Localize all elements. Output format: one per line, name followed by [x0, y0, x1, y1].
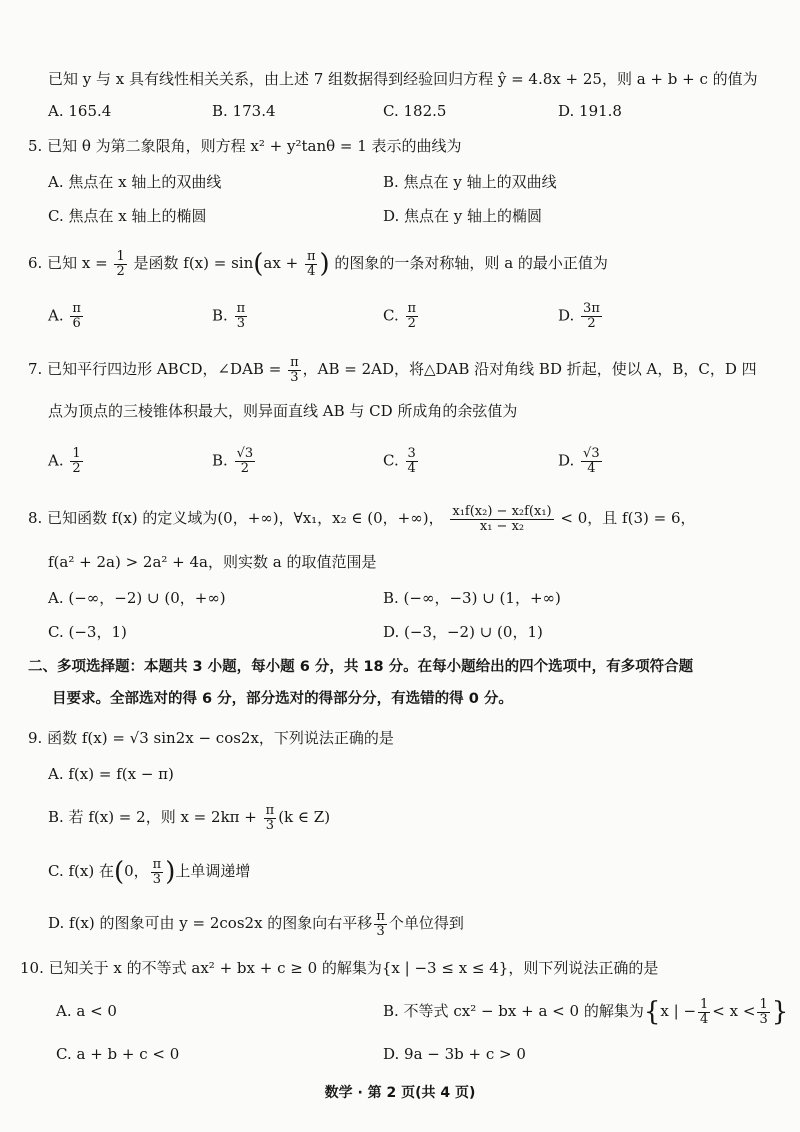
q6-option-a-num: π: [72, 301, 81, 316]
q6-option-b-label: B.: [212, 306, 228, 325]
q5-option-c: C. 焦点在 x 轴上的椭圆: [48, 207, 207, 225]
q10-option-d: D. 9a − 3b + c > 0: [383, 1045, 526, 1063]
q9-option-b-tail: (k ∈ Z): [278, 808, 331, 826]
q9-option-d-tail: 个单位得到: [388, 914, 464, 932]
q9-option-d-text: D. f(x) 的图象可由 y = 2cos2x 的图象向右平移: [48, 914, 373, 932]
q8-stem-part: 8. 已知函数 f(x) 的定义域为(0，+∞)，∀x₁，x₂ ∈ (0，+∞)，: [28, 509, 444, 527]
q8-option-d: D. (−3，−2) ∪ (0，1): [383, 623, 543, 641]
q7-option-d-den: 4: [587, 461, 596, 476]
q9-option-b-frac: [264, 804, 277, 833]
q6-half-den: 2: [116, 263, 125, 279]
q6-pi: π: [306, 248, 316, 264]
q9-option-d: [48, 908, 464, 939]
q7-option-d-num: √3: [583, 446, 600, 461]
q7-option-a-frac: [70, 447, 82, 476]
q8-stem-line2: f(a² + 2a) > 2a² + 4a，则实数 a 的取值范围是: [48, 553, 377, 571]
q10-option-b-set: x | −: [660, 1002, 697, 1020]
q10-option-b-frac1: [698, 998, 710, 1027]
q4-option-a: A. 165.4: [48, 102, 112, 120]
q9-stem: 9. 函数 f(x) = √3 sin2x − cos2x，下列说法正确的是: [28, 729, 394, 747]
q7-option-a-den: 2: [72, 461, 81, 476]
q7-option-d: [558, 447, 604, 476]
q7-option-c-frac: [406, 447, 418, 476]
q6-option-d: [558, 302, 604, 331]
q10-option-b-mid: < x <: [712, 1002, 756, 1020]
q7-option-c-den: 4: [407, 461, 416, 476]
q7-option-d-label: D.: [558, 451, 575, 470]
q7-option-b-num: √3: [236, 446, 254, 461]
q6-option-d-frac: [581, 302, 602, 331]
q4-option-d: D. 191.8: [558, 102, 622, 120]
q6-four: 4: [307, 263, 316, 279]
q9-option-c-lparen: (: [113, 857, 125, 887]
q9-option-a: A. f(x) = f(x − π): [48, 765, 174, 783]
q6-rparen: ): [319, 249, 330, 279]
q7-option-b: [212, 447, 257, 476]
q5-option-d: D. 焦点在 y 轴上的椭圆: [383, 207, 543, 225]
q7-stem-part: 7. 已知平行四边形 ABCD，∠DAB =: [28, 360, 282, 378]
q10-option-b-lbrace: {: [643, 997, 661, 1027]
q9-option-c: [48, 856, 250, 887]
q4-stem-line: 已知 y 与 x 具有线性相关关系，由上述 7 组数据得到经验回归方程 ŷ = 4.8x + 25，则 a + b + c 的值为: [48, 70, 758, 88]
q8-stem-part: < 0，且 f(3) = 6，: [560, 509, 696, 527]
q8-option-b: B. (−∞，−3) ∪ (1，+∞): [383, 589, 561, 607]
q6-option-b-frac: [235, 302, 248, 331]
q7-option-a-num: 1: [72, 446, 81, 461]
q7-option-d-frac: [581, 447, 602, 476]
q6-option-a-frac: [70, 302, 83, 331]
q8-option-c: C. (−3，1): [48, 623, 127, 641]
q5-option-b: B. 焦点在 y 轴上的双曲线: [383, 173, 557, 191]
q6-half-num: 1: [116, 248, 125, 264]
q9-option-c-frac: [151, 858, 164, 887]
q9-option-b-pi: π: [265, 802, 275, 818]
q8-stem: [28, 500, 696, 536]
q7-option-a-label: A.: [48, 451, 64, 470]
q7-option-a: [48, 447, 85, 476]
q9-option-d-pi: π: [376, 908, 385, 924]
q6-pi-4-fraction: [305, 250, 318, 279]
q7-option-c: [383, 447, 420, 476]
q7-option-b-frac: [235, 447, 256, 476]
q10-option-c: C. a + b + c < 0: [56, 1045, 180, 1063]
q6-option-d-label: D.: [558, 306, 575, 325]
q9-option-d-frac: [374, 910, 387, 939]
q10-option-b-den1: 4: [700, 1011, 709, 1027]
q6-option-a-den: 6: [72, 316, 81, 331]
q6-option-a: [48, 302, 85, 331]
q5-option-a: A. 焦点在 x 轴上的双曲线: [48, 173, 222, 191]
q6-option-c-label: C.: [383, 306, 399, 325]
q6-option-c-num: π: [407, 301, 417, 316]
q6-option-b-num: π: [236, 301, 246, 316]
q10-option-b-den2: 3: [759, 1011, 768, 1027]
q6-option-c-frac: [406, 302, 419, 331]
q9-option-c-rparen: ): [165, 857, 176, 887]
q8-fraction: [450, 505, 553, 534]
q7-stem: [28, 354, 757, 385]
q7-pi: π: [290, 354, 299, 370]
q10-option-b-rbrace: }: [771, 997, 789, 1027]
q6-option-c-den: 2: [407, 316, 416, 331]
q7-pi-3-fraction: [288, 356, 301, 385]
q6-stem: [28, 248, 608, 279]
q6-option-c: [383, 302, 420, 331]
q6-option-b: [212, 302, 249, 331]
q4-option-b: B. 173.4: [212, 102, 276, 120]
q6-stem-part: 是函数 f(x) = sin: [133, 254, 254, 272]
q6-option-b-den: 3: [236, 316, 245, 331]
q8-option-a: A. (−∞，−2) ∪ (0，+∞): [48, 589, 226, 607]
q9-option-c-tail: 上单调递增: [175, 862, 251, 880]
q10-option-b-num1: 1: [700, 996, 709, 1012]
q9-option-b-three: 3: [265, 817, 275, 833]
section2-heading: 二、多项选择题：本题共 3 小题，每小题 6 分，共 18 分。在每小题给出的四个选项中，有多项符合题: [28, 659, 694, 675]
q9-option-c-pi: π: [152, 856, 162, 872]
q7-stem-part: ，AB = 2AD，将△DAB 沿对角线 BD 折起，使以 A，B，C，D 四: [302, 360, 757, 378]
q7-option-c-label: C.: [383, 451, 399, 470]
q10-option-a: A. a < 0: [56, 1002, 117, 1020]
section2-heading-line2: 目要求。全部选对的得 6 分，部分选对的得部分分，有选错的得 0 分。: [52, 691, 513, 707]
q7-option-c-num: 3: [407, 446, 416, 461]
q9-option-d-three: 3: [376, 923, 385, 939]
q9-option-b: [48, 802, 330, 833]
q7-three: 3: [290, 369, 299, 385]
q7-option-b-label: B.: [212, 451, 228, 470]
q10-option-b: [383, 996, 788, 1027]
q9-option-c-three: 3: [152, 871, 162, 887]
q4-option-c: C. 182.5: [383, 102, 447, 120]
q6-stem-part: 的图象的一条对称轴，则 a 的最小正值为: [334, 254, 608, 272]
q6-option-d-num: 3π: [583, 301, 600, 316]
q8-frac-num: x₁f(x₂) − x₂f(x₁): [452, 503, 552, 519]
q6-stem-part: ax +: [263, 254, 299, 272]
q9-option-c-zero: 0，: [124, 862, 149, 880]
q6-stem-part: 6. 已知 x =: [28, 254, 108, 272]
q10-option-b-text: B. 不等式 cx² − bx + a < 0 的解集为: [383, 1002, 644, 1020]
q10-option-b-frac2: [757, 998, 769, 1027]
q6-option-a-label: A.: [48, 306, 64, 325]
q6-half-fraction: [114, 250, 126, 279]
q10-stem: 10. 已知关于 x 的不等式 ax² + bx + c ≥ 0 的解集为{x | −3 ≤ x ≤ 4}，则下列说法正确的是: [20, 959, 659, 977]
q9-option-c-text: C. f(x) 在: [48, 862, 114, 880]
q7-stem-line2: 点为顶点的三棱锥体积最大，则异面直线 AB 与 CD 所成角的余弦值为: [48, 402, 518, 420]
q9-option-b-text: B. 若 f(x) = 2，则 x = 2kπ +: [48, 808, 257, 826]
q6-option-d-den: 2: [587, 316, 596, 331]
q5-stem: 5. 已知 θ 为第二象限角，则方程 x² + y²tanθ = 1 表示的曲线为: [28, 137, 462, 155]
q8-frac-den: x₁ − x₂: [479, 518, 525, 534]
q7-option-b-den: 2: [240, 461, 249, 476]
page-footer: 数学 · 第 2 页(共 4 页): [324, 1085, 476, 1101]
q6-lparen: (: [253, 249, 264, 279]
q10-option-b-num2: 1: [759, 996, 768, 1012]
